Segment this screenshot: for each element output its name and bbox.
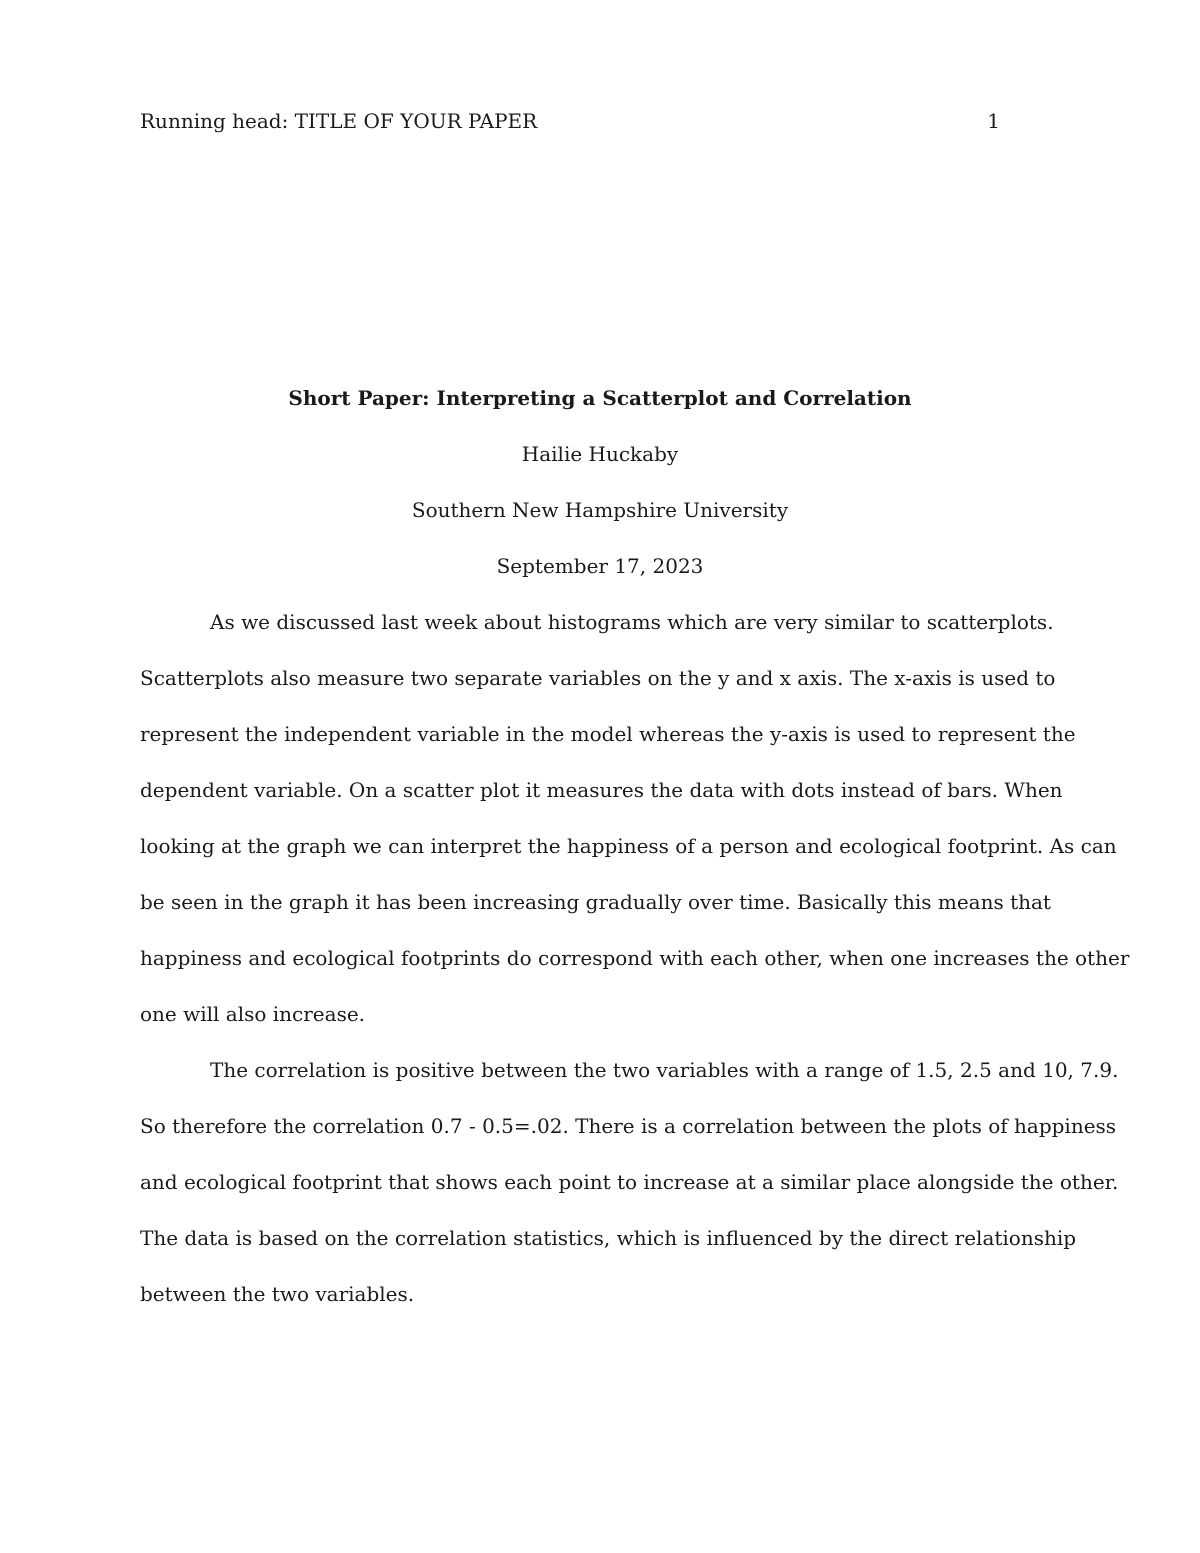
paragraph-line: Scatterplots also measure two separate variables on the y and x axis. The x-axis is used to (140, 666, 1056, 690)
paragraph (140, 594, 1130, 1042)
paragraph-line: happiness and ecological footprints do correspond with each other, when one increases the other (140, 946, 1130, 970)
paragraph-line: The correlation is positive between the two variables with a range of 1.5, 2.5 and 10, 7.9. (210, 1058, 1119, 1082)
paragraph-line: one will also increase. (140, 1002, 366, 1026)
paragraph-line: looking at the graph we can interpret the happiness of a person and ecological footprint. As can (140, 834, 1117, 858)
paragraph-line: between the two variables. (140, 1282, 415, 1306)
paragraph (140, 1042, 1119, 1322)
body-text (140, 594, 1130, 1322)
paragraph-line: So therefore the correlation 0.7 - 0.5=.02. There is a correlation between the plots of happiness (140, 1114, 1117, 1138)
institution-name: Southern New Hampshire University (411, 498, 789, 522)
paper-title: Short Paper: Interpreting a Scatterplot and Correlation (288, 386, 912, 410)
paper-date: September 17, 2023 (496, 554, 704, 578)
paragraph-line: and ecological footprint that shows each point to increase at a similar place alongside the other. (140, 1170, 1119, 1194)
page-number: 1 (987, 109, 1000, 133)
paragraph-line: The data is based on the correlation statistics, which is influenced by the direct relationship (140, 1226, 1077, 1250)
paragraph-line: As we discussed last week about histograms which are very similar to scatterplots. (210, 610, 1054, 634)
paragraph-line: be seen in the graph it has been increasing gradually over time. Basically this means that (140, 890, 1051, 914)
paragraph-line: represent the independent variable in the model whereas the y-axis is used to represent the (140, 722, 1076, 746)
paragraph-line: dependent variable. On a scatter plot it measures the data with dots instead of bars. When (140, 778, 1063, 802)
author-name: Hailie Huckaby (521, 442, 679, 466)
page-header (140, 108, 1000, 134)
running-head: Running head: TITLE OF YOUR PAPER (140, 109, 538, 133)
title-block (0, 370, 1200, 594)
